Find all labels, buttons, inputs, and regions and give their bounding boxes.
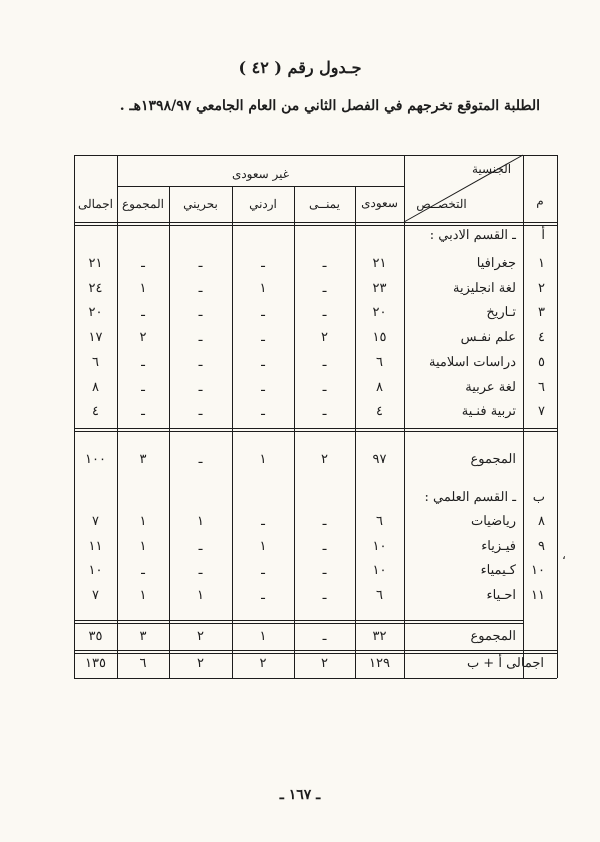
- row-num: ١: [538, 256, 545, 271]
- row-specialty: علم نفـس: [460, 330, 516, 346]
- row-jordanian: ـ: [261, 354, 265, 370]
- margin-mark: ،: [562, 548, 566, 562]
- row-specialty: كـيمياء: [480, 563, 516, 578]
- row-saudi: ٦: [376, 354, 383, 370]
- row-num: ٨: [538, 514, 545, 529]
- table-title: جـدول رقم ( ٤٢ ): [238, 58, 362, 77]
- header-specialty: التخصــص: [416, 197, 467, 211]
- header-num: م: [536, 194, 544, 208]
- row-subtotal: ـ: [141, 256, 145, 271]
- row-jordanian: ـ: [261, 330, 265, 346]
- row-yemeni: ـ: [322, 256, 327, 271]
- section-sum-label: المجموع: [470, 629, 516, 644]
- grand-total-total: ١٣٥: [85, 656, 106, 671]
- section-name: ـ القسم الادبي :: [429, 228, 516, 243]
- section-letter: ب: [532, 490, 545, 505]
- row-bahraini: ـ: [198, 379, 203, 395]
- row-saudi: ١٠: [372, 538, 387, 554]
- row-num: ٩: [538, 538, 545, 554]
- row-saudi: ٤: [376, 404, 383, 420]
- header-yemeni: يمنــى: [309, 197, 340, 211]
- row-num: ٦: [538, 379, 545, 395]
- row-jordanian: ـ: [261, 379, 265, 395]
- row-yemeni: ـ: [322, 404, 327, 420]
- row-subtotal: ٢: [139, 330, 147, 346]
- row-specialty: رياضيات: [470, 514, 516, 529]
- row-bahraini: ـ: [198, 563, 203, 578]
- row-saudi: ٦: [376, 587, 383, 603]
- section-sum-jordanian: ١: [259, 629, 267, 644]
- section-name: ـ القسم العلمي :: [424, 490, 516, 505]
- row-specialty: فيـزياء: [481, 538, 516, 554]
- row-subtotal: ـ: [141, 354, 145, 370]
- row-yemeni: ـ: [322, 305, 327, 321]
- section-sum-bahraini: ـ: [198, 452, 203, 467]
- header-saudi: سعودى: [361, 196, 398, 210]
- row-saudi: ٨: [376, 379, 383, 395]
- row-specialty: جغرافيا: [476, 256, 516, 271]
- row-bahraini: ـ: [198, 354, 203, 370]
- section-sum-subtotal: ٣: [139, 452, 147, 467]
- row-bahraini: ـ: [198, 256, 203, 271]
- row-subtotal: ١: [139, 587, 147, 603]
- section-sum-jordanian: ١: [259, 452, 267, 467]
- page-number: ـ ١٦٧ ـ: [279, 787, 321, 803]
- grand-total-subtotal: ٦: [139, 656, 147, 671]
- header-jordanian: اردني: [249, 197, 277, 211]
- section-sum-bahraini: ٢: [197, 629, 204, 644]
- grand-total-yemeni: ٢: [321, 656, 328, 671]
- row-num: ٣: [538, 305, 545, 321]
- row-saudi: ١٠: [372, 563, 387, 578]
- section-sum-total: ٣٥: [88, 629, 103, 644]
- row-yemeni: ـ: [322, 379, 327, 395]
- section-sum-saudi: ٣٢: [372, 629, 387, 644]
- row-yemeni: ٢: [321, 330, 328, 346]
- row-total: ٧: [92, 514, 99, 529]
- row-saudi: ٢٣: [372, 280, 387, 296]
- row-jordanian: ـ: [261, 563, 265, 578]
- grand-total-jordanian: ٢: [259, 656, 267, 671]
- row-bahraini: ـ: [198, 538, 203, 554]
- row-bahraini: ١: [197, 514, 204, 529]
- row-jordanian: ـ: [261, 514, 265, 529]
- grand-total-saudi: ١٢٩: [369, 656, 390, 671]
- header-nationality: الجنسية: [471, 162, 512, 176]
- section-sum-saudi: ٩٧: [372, 452, 387, 467]
- row-total: ٢٠: [88, 305, 103, 321]
- row-jordanian: ـ: [261, 587, 265, 603]
- row-jordanian: ١: [259, 538, 267, 554]
- row-total: ١٠: [88, 563, 103, 578]
- grand-total-label: اجمالى أ + ب: [466, 656, 544, 671]
- row-total: ٧: [92, 587, 99, 603]
- section-sum-yemeni: ـ: [322, 629, 327, 644]
- grand-total-bahraini: ٢: [197, 656, 204, 671]
- row-subtotal: ١: [139, 280, 147, 296]
- row-num: ١٠: [531, 563, 545, 578]
- row-jordanian: ١: [259, 280, 267, 296]
- row-subtotal: ـ: [141, 379, 145, 395]
- row-bahraini: ـ: [198, 305, 203, 321]
- section-sum-subtotal: ٣: [139, 629, 147, 644]
- row-num: ١١: [531, 587, 545, 603]
- row-total: ٦: [92, 354, 99, 370]
- row-jordanian: ـ: [261, 256, 265, 271]
- header-bahraini: بحريني: [183, 197, 218, 211]
- row-yemeni: ـ: [322, 538, 327, 554]
- row-saudi: ٢٠: [372, 305, 387, 321]
- table-subtitle: الطلبة المتوقع تخرجهم في الفصل الثاني من العام الجامعي ١٣٩٨/٩٧هـ .: [119, 98, 540, 114]
- row-bahraini: ـ: [198, 404, 203, 420]
- row-total: ٨: [92, 379, 99, 395]
- row-specialty: لغة انجليزية: [453, 280, 516, 296]
- row-specialty: تـاريخ: [486, 305, 516, 321]
- row-subtotal: ١: [139, 538, 147, 554]
- row-subtotal: ـ: [141, 404, 145, 420]
- row-total: ١٧: [88, 330, 103, 346]
- section-sum-yemeni: ٢: [321, 452, 328, 467]
- row-total: ٢١: [88, 256, 103, 271]
- row-total: ٢٤: [88, 280, 103, 296]
- row-num: ٥: [538, 354, 545, 370]
- row-bahraini: ـ: [198, 330, 203, 346]
- row-yemeni: ـ: [322, 587, 327, 603]
- row-specialty: تربية فنـية: [461, 404, 516, 420]
- section-letter: أ: [541, 228, 545, 243]
- row-subtotal: ـ: [141, 305, 145, 321]
- header-subtotal: المجموع: [122, 197, 164, 211]
- row-saudi: ٢١: [372, 256, 387, 271]
- row-total: ١١: [88, 538, 103, 554]
- row-total: ٤: [92, 404, 99, 420]
- row-yemeni: ـ: [322, 514, 327, 529]
- row-num: ٧: [538, 404, 545, 420]
- row-yemeni: ـ: [322, 280, 327, 296]
- row-specialty: دراسات اسلامية: [428, 354, 516, 370]
- header-total: اجمالى: [77, 197, 113, 211]
- row-yemeni: ـ: [322, 563, 327, 578]
- row-bahraini: ١: [197, 587, 204, 603]
- row-yemeni: ـ: [322, 354, 327, 370]
- row-num: ٢: [538, 280, 545, 296]
- row-num: ٤: [538, 330, 545, 346]
- row-saudi: ٦: [376, 514, 383, 529]
- row-specialty: احـياء: [486, 587, 516, 603]
- section-sum-label: المجموع: [470, 452, 516, 467]
- row-jordanian: ـ: [261, 305, 265, 321]
- row-saudi: ١٥: [372, 330, 387, 346]
- row-subtotal: ١: [139, 514, 147, 529]
- row-subtotal: ـ: [141, 563, 145, 578]
- row-bahraini: ـ: [198, 280, 203, 296]
- header-non-saudi: غير سعودى: [231, 167, 290, 181]
- section-sum-total: ١٠٠: [85, 452, 106, 467]
- row-jordanian: ـ: [261, 404, 265, 420]
- row-specialty: لغة عربية: [465, 379, 516, 395]
